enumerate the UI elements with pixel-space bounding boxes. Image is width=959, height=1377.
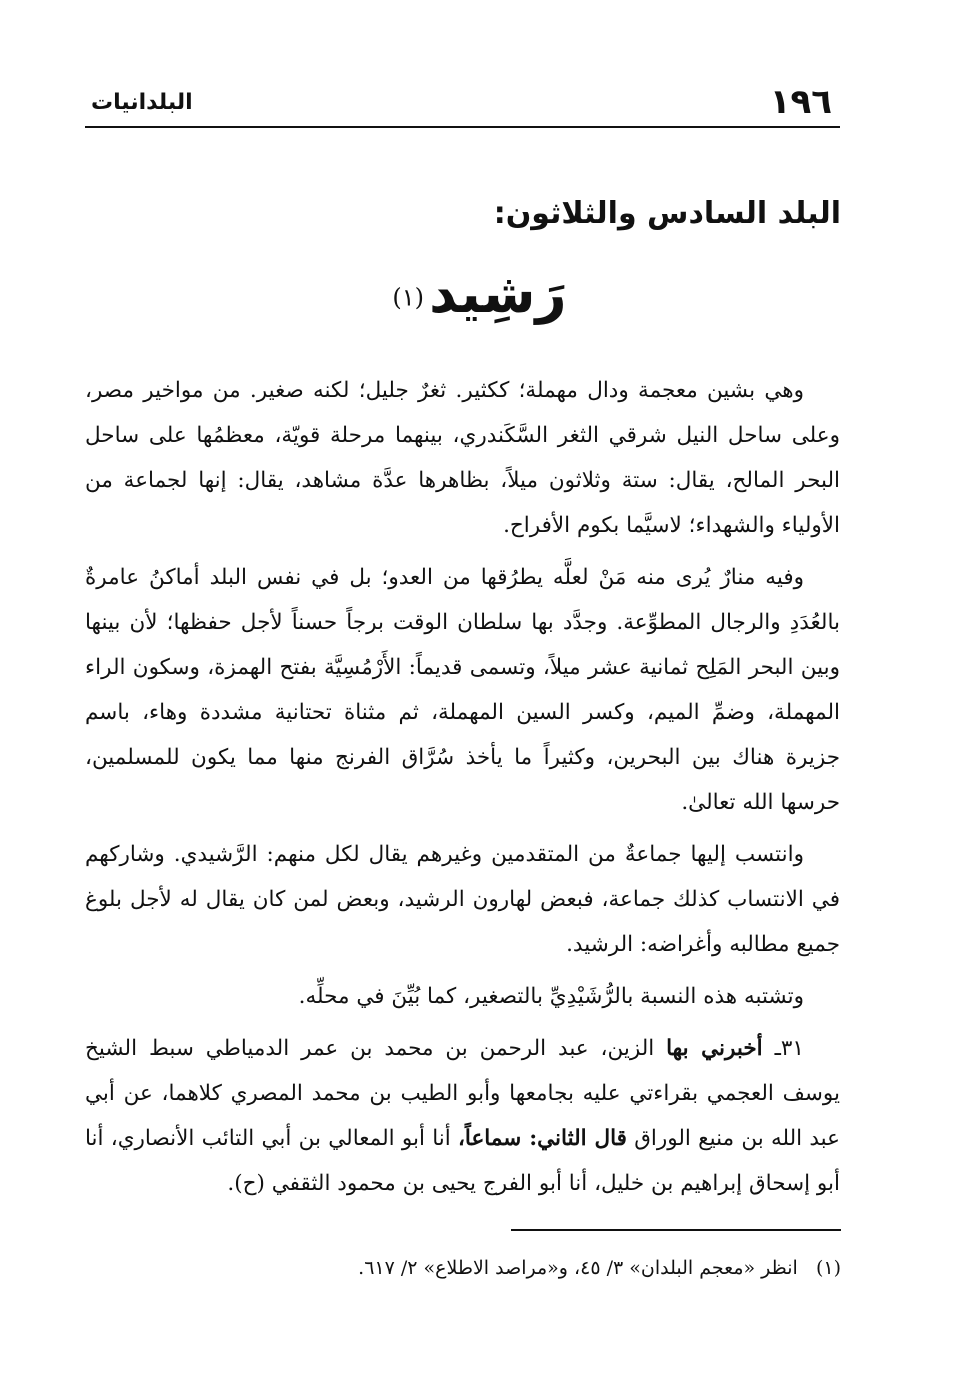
hadith-lead: أخبرني بها xyxy=(666,1036,763,1061)
hadith-chain-2: أنا أبو المعالي بن أبي التائب الأنصاري، أنا أبو إسحاق إبراهيم بن خليل، أنا أبو الفرج يحيى بن محمود الثقفي (ح). xyxy=(85,1126,840,1196)
hadith-qala: قال الثاني: سماعاً، xyxy=(457,1126,627,1151)
hadith-number: ٣١ـ xyxy=(774,1036,804,1061)
hadith-paragraph xyxy=(85,1026,840,1206)
footnote-reference: (١) xyxy=(392,283,425,312)
place-title-block xyxy=(0,262,959,325)
paragraph: وفيه منارٌ يُرى منه مَنْ لعلَّه يطرُقها من العدو؛ بل في نفس البلد أماكنُ عامرةٌ بالعُدَدِ والرجال المطوِّعة. وجدَّد بها سلطان الوقت برجاً حسناً لأجل حفظها؛ لأن بينها وبين البحر المَلِح ثمانية عشر ميلاً، وتسمى قديماً: الأَرْمُسِيَّة بفتح الهمزة، وسكون الراء المهملة، وضمِّ الميم، وكسر السين المهملة، ثم مثناة تحتانية مشددة وهاء، باسم جزيرة هناك بين البحرين، وكثيراً ما يأخذ سُرَّاق الفرنج منها مما يكون للمسلمين، حرسها الله تعالىٰ. xyxy=(85,565,840,815)
place-title: رَشِيد xyxy=(429,262,567,325)
section-heading: البلد السادس والثلاثون: xyxy=(493,196,841,231)
footnote-label: (١) xyxy=(815,1257,841,1279)
footnote-divider xyxy=(511,1229,841,1231)
page-header xyxy=(85,78,840,128)
paragraph: وتشتبه هذه النسبة بالرُّشَيْدِيِّ بالتصغير، كما بُيِّنَ في محلِّه. xyxy=(298,984,804,1009)
running-title: البلدانيات xyxy=(91,90,193,115)
page-number: ١٩٦ xyxy=(769,82,832,122)
body-text xyxy=(85,368,840,1213)
paragraph: وهي بشين معجمة ودال مهملة؛ ككثير. ثغرٌ جليل؛ لكنه صغير. من مواخير مصر، وعلى ساحل النيل شرقي الثغر السَّكَندري، بينهما مرحلة قويّة، معظمُها على ساحل البحر المالح، يقال: ستة وثلاثون ميلاً، بظاهرها عدَّة مشاهد، يقال: إنها لجماعة من الأولياء والشهداء؛ لاسيَّما بكوم الأفراح. xyxy=(85,378,840,538)
footnote-text: انظر «معجم البلدان» ٣/ ٤٥، و«مراصد الاطلاع» ٢/ ٦١٧. xyxy=(358,1257,798,1279)
footnote xyxy=(141,1253,841,1283)
paragraph: وانتسب إليها جماعةٌ من المتقدمين وغيرهم يقال لكل منهم: الرَّشيدي. وشاركهم في الانتساب كذلك جماعة، فبعض لهارون الرشيد، وبعض لمن كان يقال له لأجل بلوغ جميع مطالبه وأغراضه: الرشيد. xyxy=(85,842,840,957)
hadith-chain-1: الزين، عبد الرحمن بن محمد بن عمر الدمياطي سبط الشيخ يوسف العجمي بقراءتي عليه بجامعها وأبو الطيب بن محمد المصري كلاهما، عن أبي عبد الله بن منيع الوراق xyxy=(85,1036,840,1151)
